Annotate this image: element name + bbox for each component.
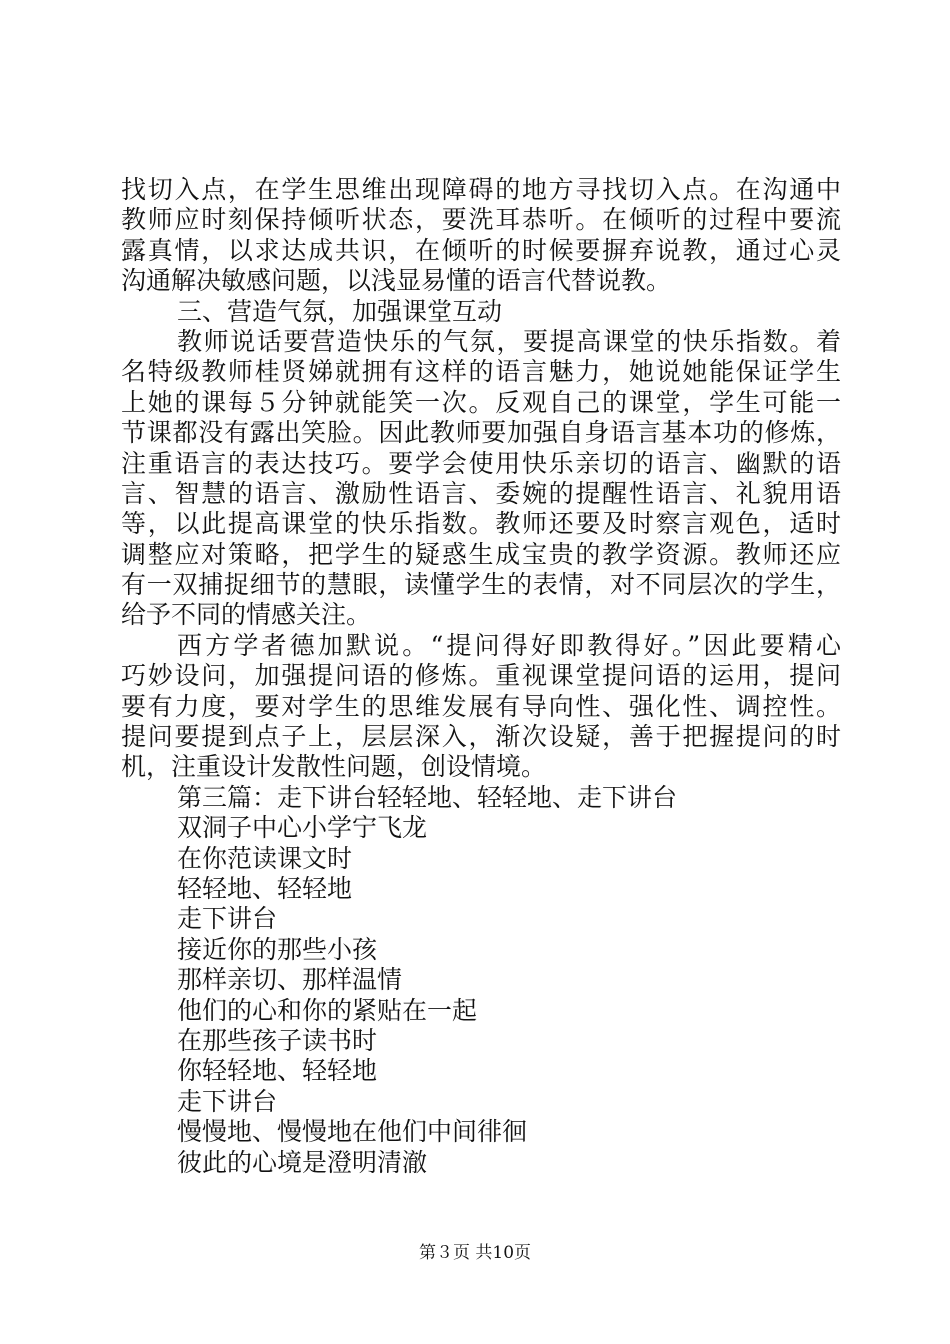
text-line: 巧妙设问，加强提问语的修炼。重视课堂提问语的运用，提问 [121, 661, 841, 691]
text-line: 第三篇：走下讲台轻轻地、轻轻地、走下讲台 [177, 782, 678, 812]
text-line: 有一双捕捉细节的慧眼，读懂学生的表情，对不同层次的学生， [121, 570, 841, 600]
text-line: 名特级教师桂贤娣就拥有这样的语言魅力，她说她能保证学生 [121, 357, 841, 387]
text-line: 沟通解决敏感问题，以浅显易懂的语言代替说教。 [121, 266, 672, 296]
text-line: 机，注重设计发散性问题，创设情境。 [121, 752, 547, 782]
text-line: 提问要提到点子上，层层深入，渐次设疑，善于把握提问的时 [121, 722, 841, 752]
text-line: 走下讲台 [177, 1086, 278, 1116]
text-line: 教师应时刻保持倾听状态，要洗耳恭听。在倾听的过程中要流 [121, 205, 841, 235]
text-line: 教师说话要营造快乐的气氛，要提高课堂的快乐指数。着 [177, 326, 841, 356]
page-footer: 第３页 共10页 [418, 1243, 532, 1263]
text-line: 双洞子中心小学宁飞龙 [177, 813, 428, 843]
text-line: 在你范读课文时 [177, 843, 353, 873]
text-line: 要有力度，要对学生的思维发展有导向性、强化性、调控性。 [121, 691, 841, 721]
text-line: 露真情，以求达成共识，在倾听的时候要摒弃说教，通过心灵 [121, 235, 841, 265]
text-line: 西方学者德加默说。“提问得好即教得好。”因此要精心 [177, 630, 841, 660]
text-line: 注重语言的表达技巧。要学会使用快乐亲切的语言、幽默的语 [121, 448, 841, 478]
text-line: 那样亲切、那样温情 [177, 965, 403, 995]
text-line: 接近你的那些小孩 [177, 934, 378, 964]
text-line: 给予不同的情感关注。 [121, 600, 372, 630]
text-line: 三、营造气氛，加强课堂互动 [177, 296, 503, 326]
text-line: 你轻轻地、轻轻地 [177, 1056, 378, 1086]
text-line: 言、智慧的语言、激励性语言、委婉的提醒性语言、礼貌用语 [121, 478, 841, 508]
text-line: 他们的心和你的紧贴在一起 [177, 995, 478, 1025]
document-body [121, 175, 841, 1178]
text-line: 找切入点，在学生思维出现障碍的地方寻找切入点。在沟通中 [121, 175, 841, 204]
text-line: 轻轻地、轻轻地 [177, 873, 353, 903]
text-line: 彼此的心境是澄明清澈 [177, 1147, 428, 1177]
text-line: 慢慢地、慢慢地在他们中间徘徊 [177, 1117, 528, 1147]
text-line: 在那些孩子读书时 [177, 1025, 378, 1055]
text-line: 上她的课每５分钟就能笑一次。反观自己的课堂，学生可能一 [121, 387, 841, 417]
text-line: 调整应对策略，把学生的疑惑生成宝贵的教学资源。教师还应 [121, 539, 841, 569]
text-line: 走下讲台 [177, 904, 278, 934]
text-line: 等，以此提高课堂的快乐指数。教师还要及时察言观色，适时 [121, 509, 841, 539]
text-line: 节课都没有露出笑脸。因此教师要加强自身语言基本功的修炼， [121, 418, 841, 448]
